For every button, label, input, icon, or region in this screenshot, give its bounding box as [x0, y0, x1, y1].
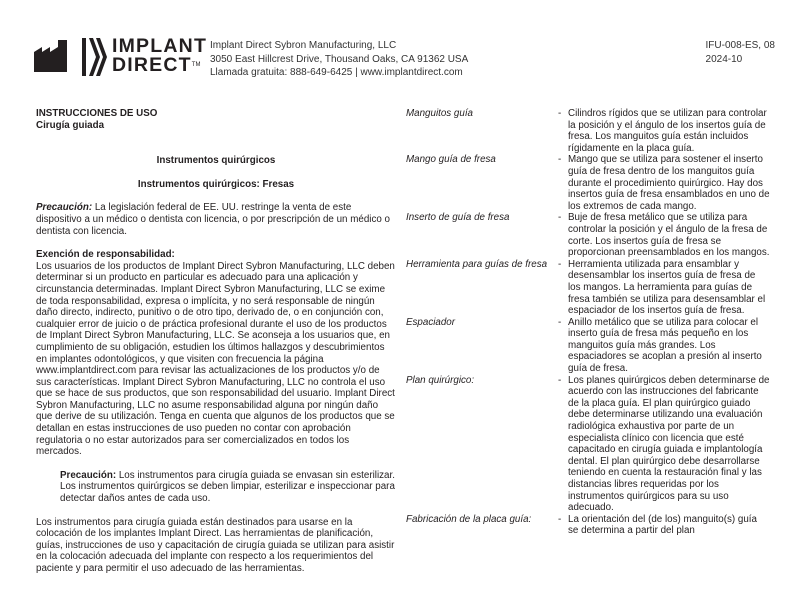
definition-term: Fabricación de la placa guía:: [406, 513, 532, 525]
definition-row: [406, 375, 770, 514]
company-contact: Llamada gratuita: 888-649-6425 | www.implantdirect.com: [210, 67, 463, 78]
document-id: [706, 39, 775, 66]
definition-row: [406, 212, 770, 258]
definition-row: [406, 108, 770, 154]
manufacturer-icon: [34, 40, 70, 72]
document-date: 2024-10: [705, 53, 743, 65]
disclaimer-text: Los usuarios de los productos de Implant Direct Sybron Manufacturing, LLC deben determinar si un producto en particular es adecuado para una aplicación y circunstancia determinadas. Implant Direct Sybron Manufacturing, LLC se exime de toda responsabilidad, expresa o implícita, y no será responsable de ningún daño directo, indirecto, punitivo o de otro tipo, derivado de, o en conjunción con, cualquier error de juicio o de práctica profesional durante el uso de los productos de Implant Direct Sybron Manufacturing, LLC. Se aconseja a los usuarios que, en cumplimiento de su obligación, estudien los últimos hallazgos y descubrimientos en implantes odontológicos, y que visiten con frecuencia la página www.implantdirect.com para revisar las actualizaciones de los productos y/o de sus características. Implant Direct Sybron Manufacturing, LLC no controla el uso que se hace de sus productos, que son responsabilidad del usuario. Implant Direct Sybron Manufacturing, LLC no asume responsabilidad alguna por ningún daño que derive de su utilización. Tenga en cuenta que algunos de los productos que se detallan en estas instrucciones de uso pueden no contar con aprobación regulatoria o no estar autorizados para ser comercializados en todos los mercados.: [36, 260, 395, 458]
caution-paragraph: [36, 202, 396, 237]
definition-term: Inserto de guía de fresa: [406, 212, 510, 224]
logo-line-implant: IMPLANT: [112, 35, 208, 57]
caution-paragraph-2: [36, 470, 396, 505]
section-heading-drills: Instrumentos quirúrgicos: Fresas: [137, 178, 295, 190]
trademark-symbol: TM: [191, 62, 201, 68]
document-header: [0, 0, 800, 90]
definition-dash: -: [558, 258, 562, 270]
document-title: INSTRUCCIONES DE USO: [36, 108, 158, 119]
document-subtitle: Cirugía guiada: [36, 119, 105, 131]
caution-text-2: Los instrumentos para cirugía guiada se envasan sin esterilizar. Los instrumentos quirúrgicos se deben limpiar, esterilizar e inspeccionar para detectar daños antes de cada uso.: [60, 469, 395, 505]
definition-row: [406, 259, 770, 317]
definition-text: Buje de fresa metálico que se utiliza para controlar la posición y el ángulo de la fresa de corte. Los insertos guía de fresa se proporcionan preensamblados en los mangos.: [568, 212, 770, 259]
company-name: Implant Direct Sybron Manufacturing, LLC: [210, 40, 397, 51]
left-column: [36, 108, 396, 575]
company-address: 3050 East Hillcrest Drive, Thousand Oaks, CA 91362 USA: [210, 53, 469, 65]
disclaimer-title: Exención de responsabilidad:: [36, 249, 175, 261]
section-heading-instruments: Instrumentos quirúrgicos: [156, 155, 276, 167]
definition-term: Mango guía de fresa: [406, 154, 496, 166]
caution-label-2: Precaución:: [60, 469, 117, 481]
definition-text: Los planes quirúrgicos deben determinarse de acuerdo con las instrucciones del fabricante de la placa guía. El plan quirúrgico guiado debe determinarse utilizando una evaluación radiológica exhaustiva por parte de un especialista clínico con licencia que esté capacitado en cirugía guiada e implantología dental. El plan quirúrgico debe desarrollarse teniendo en cuenta la restauración final y las distancias libres requeridas por los instrumentos quirúrgicos para su uso adecuado.: [568, 374, 770, 514]
company-info: [210, 39, 468, 80]
definition-term: Manguitos guía: [406, 108, 473, 119]
definition-term: Herramienta para guías de fresa: [406, 258, 548, 270]
definition-term: Plan quirúrgico:: [406, 374, 475, 386]
definition-row: [406, 514, 770, 537]
definition-dash: -: [558, 154, 562, 166]
definition-dash: -: [558, 374, 562, 386]
definition-dash: -: [558, 212, 562, 224]
document-number: IFU-008-ES, 08: [705, 40, 775, 51]
definition-dash: -: [558, 513, 562, 525]
caution-text: La legislación federal de EE. UU. restringe la venta de este dispositivo a un médico o dentista con licencia, o por prescripción de un médico o dentista con licencia.: [36, 202, 390, 237]
definition-text: Herramienta utilizada para ensamblar y desensamblar los insertos guía de fresa de los mangos. La herramienta para guías de fresa también se utiliza para desensamblar el espaciador de los insertos guía de fresa.: [568, 258, 766, 317]
definition-row: [406, 317, 770, 375]
definition-text: Cilindros rígidos que se utilizan para controlar la posición y el ángulo de los insertos guía de fresa. Los manguitos guía están incluidos rígidamente en la placa guía.: [568, 108, 767, 154]
logo-line-direct: DIRECT: [112, 54, 192, 76]
definitions-column: [406, 108, 770, 537]
definition-text: La orientación del (de los) manguito(s) guía se determina a partir del plan: [568, 513, 757, 537]
definition-term: Espaciador: [406, 316, 456, 328]
definition-text: Mango que se utiliza para sostener el inserto guía de fresa dentro de los manguitos guía durante el procedimiento quirúrgico. Hay dos insertos guía de fresa ensamblados en uno de los extremos de cada mango.: [568, 154, 770, 212]
definition-row: [406, 154, 770, 212]
intended-use-text: Los instrumentos para cirugía guiada están destinados para usarse en la colocación de los implantes Implant Direct. Las herramientas de planificación, guías, instrucciones de uso y capacitación de cirugía guiada se utilizan para asistir en la colocación adecuada del implante con respecto a los requerimientos del paciente y para permitir el uso adecuado de las herramientas.: [36, 516, 395, 574]
logo-mark-icon: [82, 38, 108, 76]
definition-text: Anillo metálico que se utiliza para colocar el inserto guía de fresa más pequeño en los manguitos guía más grandes. Los espaciadores se acoplan a presión al inserto guía de fresa.: [568, 316, 762, 375]
caution-label: Precaución:: [36, 202, 93, 214]
definition-dash: -: [558, 108, 562, 119]
definition-dash: -: [558, 316, 562, 328]
